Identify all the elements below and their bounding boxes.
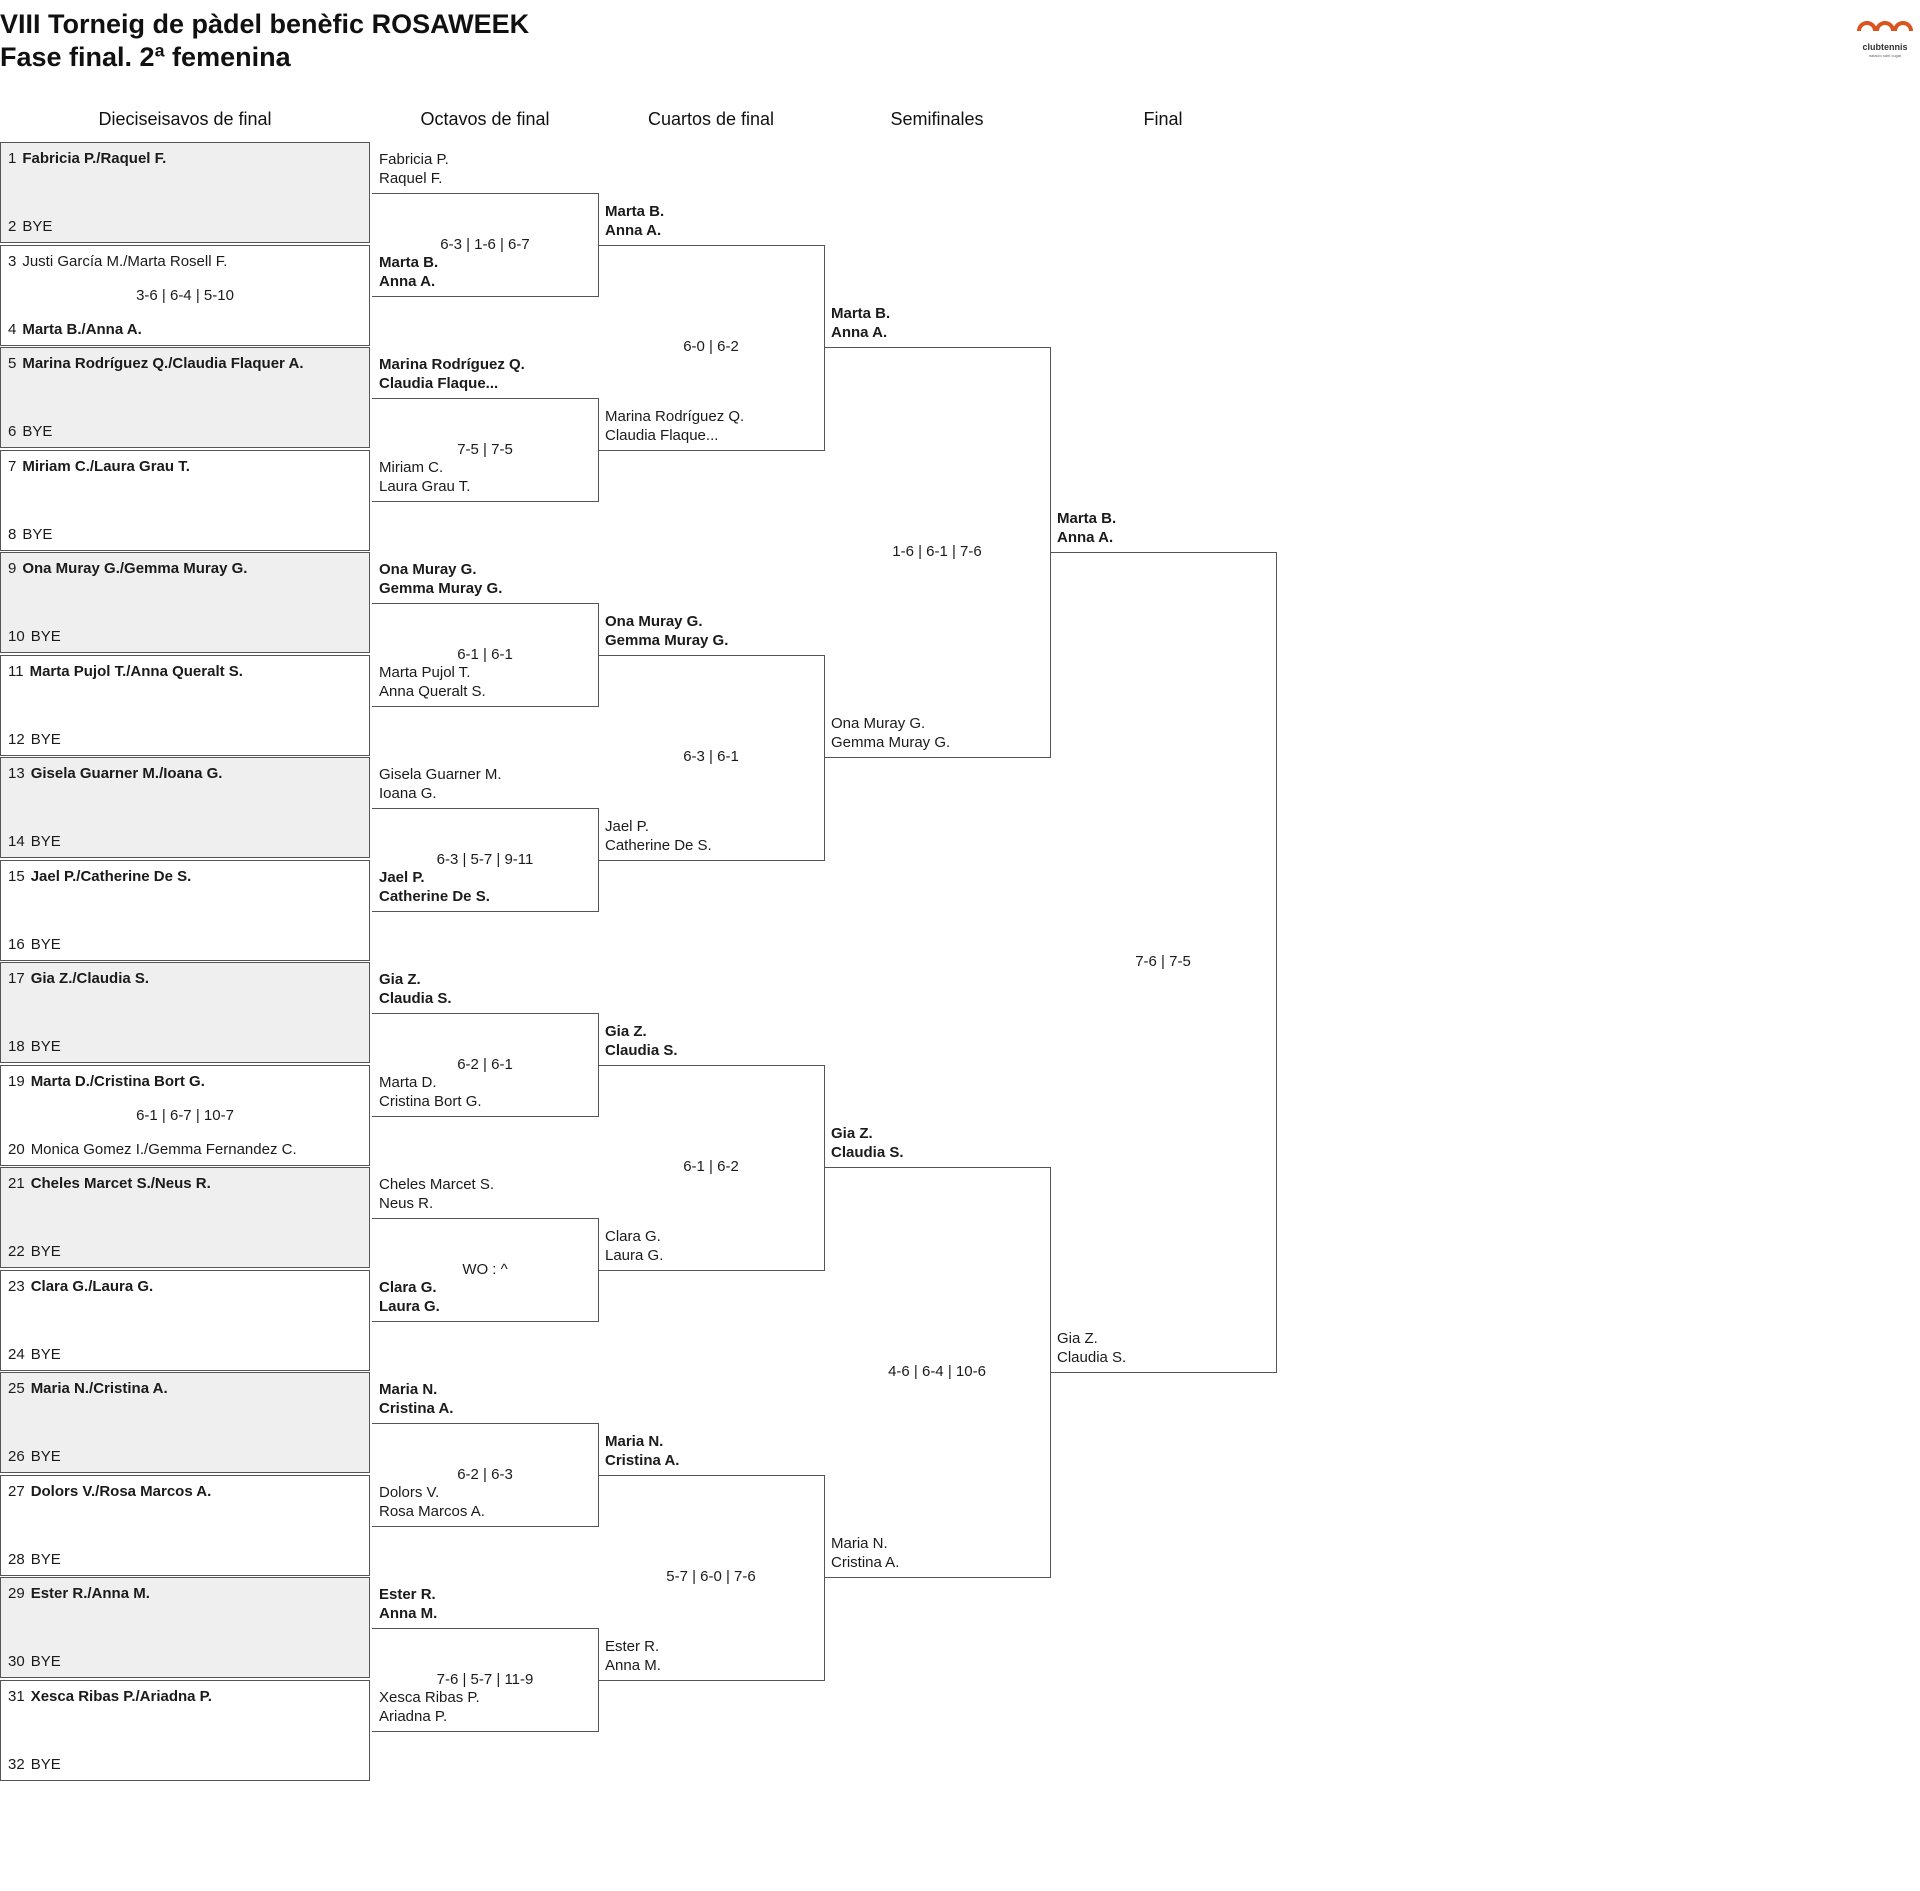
player-name: Ioana G.	[379, 785, 437, 803]
connector-line	[372, 603, 599, 604]
team-name: Fabricia P./Raquel F.	[22, 150, 167, 167]
player-name: Maria N.	[605, 1432, 664, 1450]
round-header-r32: Dieciseisavos de final	[98, 109, 272, 129]
player-name: Anna A.	[831, 324, 888, 341]
match-score-r16: 6-3 | 1-6 | 6-7	[440, 236, 530, 253]
connector-line	[824, 757, 1051, 758]
connector-line	[824, 1475, 825, 1681]
player-name: Anna A.	[605, 221, 662, 239]
connector-line	[372, 1423, 599, 1424]
connector-line	[372, 706, 599, 707]
player-name: Clara G.	[605, 1227, 661, 1245]
seed-number: 26	[8, 1448, 25, 1465]
seed-number: 8	[8, 525, 17, 543]
match-score-r16: 7-5 | 7-5	[457, 441, 513, 458]
match-score-r16: 6-3 | 5-7 | 9-11	[436, 851, 534, 868]
match-score: 3-6 | 6-4 | 5-10	[136, 286, 234, 304]
team-name: BYE	[30, 1243, 61, 1260]
seed-number: 17	[8, 970, 25, 987]
player-name: Claudia S.	[831, 1144, 904, 1161]
connector-line	[598, 655, 825, 656]
team-name: BYE	[30, 1038, 61, 1055]
player-name: Cristina Bort G.	[379, 1092, 482, 1110]
team-name: Miriam C./Laura Grau T.	[22, 457, 190, 475]
seed-number: 14	[8, 833, 25, 850]
team-name: Cheles Marcet S./Neus R.	[30, 1175, 211, 1192]
team-entry-bottom	[8, 628, 61, 646]
team-name: Jael P./Catherine De S.	[30, 867, 192, 885]
connector-line	[372, 1218, 599, 1219]
match-score-r16: 6-2 | 6-1	[457, 1056, 513, 1073]
team-entry-top	[8, 355, 304, 373]
player-name: Marta B.	[605, 202, 665, 220]
match-score-qf: 6-0 | 6-2	[683, 338, 739, 355]
player-name: Ester R.	[605, 1637, 660, 1655]
club-logo	[1855, 20, 1915, 60]
connector-line	[372, 1526, 599, 1527]
seed-number: 25	[8, 1380, 25, 1397]
connector-line	[372, 398, 599, 399]
team-entry-top	[8, 765, 222, 783]
team-entry-top	[8, 663, 243, 681]
team-entry-bottom	[8, 1243, 61, 1261]
connector-line	[1276, 552, 1277, 1373]
player-name: Marta B.	[1057, 510, 1117, 527]
team-name: BYE	[30, 628, 61, 645]
match-score-qf: 6-3 | 6-1	[683, 748, 739, 765]
connector-line	[372, 296, 599, 297]
seed-number: 7	[8, 457, 17, 475]
player-name: Catherine De S.	[605, 836, 712, 854]
connector-line	[372, 1628, 599, 1629]
match-score-final: 7-6 | 7-5	[1135, 953, 1191, 970]
team-name: Gia Z./Claudia S.	[30, 970, 150, 987]
connector-line	[598, 1065, 825, 1066]
player-name: Gia Z.	[605, 1022, 647, 1040]
player-name: Ona Muray G.	[379, 561, 477, 579]
round-header-final: Final	[1143, 109, 1183, 129]
team-entry-top	[8, 458, 190, 476]
match-score-qf: 5-7 | 6-0 | 7-6	[666, 1568, 756, 1585]
player-name: Marina Rodríguez Q.	[379, 356, 525, 374]
connector-line	[372, 1116, 599, 1117]
team-entry-bottom	[8, 1448, 61, 1466]
seed-number: 32	[8, 1755, 25, 1773]
player-name: Marina Rodríguez Q.	[605, 407, 745, 425]
team-entry-top	[8, 1278, 153, 1296]
player-name: Marta B.	[831, 305, 891, 322]
player-name: Marta B.	[379, 253, 439, 271]
team-name: Ona Muray G./Gemma Muray G.	[22, 560, 248, 577]
team-name: Clara G./Laura G.	[30, 1277, 154, 1295]
club-tennis-logo-icon	[1855, 20, 1915, 42]
seed-number: 24	[8, 1345, 25, 1363]
player-name: Gia Z.	[831, 1125, 873, 1142]
team-entry-bottom	[8, 1551, 61, 1569]
seed-number: 10	[8, 628, 25, 645]
player-name: Marta D.	[379, 1073, 437, 1091]
connector-line	[372, 1013, 599, 1014]
connector-line	[598, 860, 825, 861]
team-name: Marta D./Cristina Bort G.	[30, 1072, 205, 1090]
seed-number: 20	[8, 1140, 25, 1158]
match-score-qf: 6-1 | 6-2	[683, 1158, 739, 1175]
team-name: BYE	[22, 218, 53, 235]
team-name: Marta Pujol T./Anna Queralt S.	[29, 662, 243, 680]
team-entry-top	[8, 1688, 212, 1706]
tournament-title: VIII Torneig de pàdel benèfic ROSAWEEK	[0, 9, 530, 39]
player-name: Laura G.	[605, 1246, 664, 1264]
team-name: BYE	[30, 1550, 61, 1568]
team-name: BYE	[30, 1345, 61, 1363]
connector-line	[598, 1680, 825, 1681]
team-name: Marina Rodríguez Q./Claudia Flaquer A.	[22, 355, 304, 372]
connector-line	[598, 450, 825, 451]
seed-number: 4	[8, 320, 17, 338]
connector-line	[1050, 1372, 1277, 1373]
team-entry-bottom	[8, 526, 52, 544]
player-name: Rosa Marcos A.	[379, 1502, 485, 1520]
seed-number: 27	[8, 1482, 25, 1500]
player-name: Dolors V.	[379, 1483, 440, 1501]
team-name: BYE	[30, 1653, 61, 1670]
connector-line	[598, 245, 825, 246]
team-entry-top	[8, 560, 247, 578]
player-name: Gia Z.	[1057, 1330, 1098, 1347]
team-name: BYE	[30, 730, 61, 748]
club-logo-tagline: natació sant cugat	[1868, 53, 1902, 58]
player-name: Maria N.	[831, 1535, 888, 1552]
seed-number: 21	[8, 1175, 25, 1192]
connector-line	[824, 1065, 825, 1271]
player-name: Claudia S.	[605, 1041, 678, 1059]
team-name: Dolors V./Rosa Marcos A.	[30, 1482, 212, 1500]
player-name: Jael P.	[379, 868, 425, 886]
team-name: Gisela Guarner M./Ioana G.	[30, 765, 223, 782]
seed-number: 15	[8, 867, 25, 885]
club-logo-text: clubtennis	[1862, 42, 1908, 52]
player-name: Ester R.	[379, 1586, 436, 1604]
team-entry-bottom	[8, 731, 61, 749]
seed-number: 5	[8, 355, 17, 372]
match-score-sf: 1-6 | 6-1 | 7-6	[892, 543, 982, 560]
team-entry-bottom	[8, 218, 52, 236]
player-name: Gia Z.	[379, 971, 421, 989]
match-score: 6-1 | 6-7 | 10-7	[136, 1106, 234, 1124]
connector-line	[824, 1577, 1051, 1578]
team-name: Monica Gomez I./Gemma Fernandez C.	[30, 1140, 297, 1158]
seed-number: 29	[8, 1585, 25, 1602]
player-name: Claudia S.	[1057, 1349, 1127, 1366]
seed-number: 19	[8, 1072, 25, 1090]
team-entry-bottom	[8, 833, 61, 851]
team-entry-top	[8, 1585, 150, 1603]
team-entry-bottom	[8, 1346, 61, 1364]
team-name: Xesca Ribas P./Ariadna P.	[30, 1687, 212, 1705]
connector-line	[372, 808, 599, 809]
player-name: Gisela Guarner M.	[379, 766, 502, 784]
connector-line	[824, 655, 825, 861]
player-name: Claudia Flaque...	[605, 426, 719, 444]
player-name: Laura G.	[379, 1297, 440, 1315]
player-name: Anna A.	[379, 272, 436, 290]
team-entry-bottom	[8, 936, 61, 954]
team-name: Maria N./Cristina A.	[30, 1380, 168, 1397]
team-name: BYE	[30, 1755, 61, 1773]
team-entry-bottom	[8, 423, 52, 441]
connector-line	[598, 1475, 825, 1476]
seed-number: 28	[8, 1550, 25, 1568]
player-name: Claudia Flaque...	[379, 375, 499, 393]
player-name: Catherine De S.	[379, 887, 490, 905]
match-score-r16: WO : ^	[462, 1261, 508, 1278]
seed-number: 3	[8, 252, 17, 270]
connector-line	[1050, 552, 1277, 553]
team-name: BYE	[22, 525, 53, 543]
match-score-r16: 7-6 | 5-7 | 11-9	[436, 1671, 534, 1688]
player-name: Jael P.	[605, 817, 649, 835]
connector-line	[372, 1731, 599, 1732]
player-name: Ona Muray G.	[605, 612, 703, 630]
player-name: Cristina A.	[379, 1400, 454, 1418]
player-name: Cheles Marcet S.	[379, 1176, 495, 1194]
seed-number: 2	[8, 218, 17, 235]
team-entry-bottom	[8, 1756, 61, 1774]
connector-line	[372, 193, 599, 194]
team-entry-top	[8, 1175, 211, 1193]
connector-line	[824, 245, 825, 451]
connector-line	[372, 1321, 599, 1322]
seed-number: 9	[8, 560, 17, 577]
seed-number: 6	[8, 423, 17, 440]
round-header-sf: Semifinales	[890, 109, 984, 129]
team-name: Marta B./Anna A.	[22, 320, 142, 338]
team-entry-top	[8, 1073, 205, 1091]
team-name: BYE	[22, 423, 53, 440]
team-entry-bottom	[8, 1141, 297, 1159]
seed-number: 30	[8, 1653, 25, 1670]
seed-number: 12	[8, 730, 25, 748]
team-name: Justi García M./Marta Rosell F.	[22, 252, 228, 270]
tournament-subtitle: Fase final. 2ª femenina	[0, 42, 291, 72]
match-score-r16: 6-1 | 6-1	[457, 646, 513, 663]
round-header-r16: Octavos de final	[420, 109, 550, 129]
team-entry-top	[8, 1483, 211, 1501]
player-name: Ariadna P.	[379, 1707, 448, 1725]
round-header-qf: Cuartos de final	[647, 109, 775, 129]
team-name: Ester R./Anna M.	[30, 1585, 150, 1602]
seed-number: 22	[8, 1243, 25, 1260]
player-name: Cristina A.	[605, 1451, 680, 1469]
match-score-r16: 6-2 | 6-3	[457, 1466, 513, 1483]
match-score-sf: 4-6 | 6-4 | 10-6	[888, 1363, 986, 1380]
team-entry-bottom	[8, 1038, 61, 1056]
connector-line	[824, 347, 1051, 348]
seed-number: 31	[8, 1687, 25, 1705]
player-name: Anna M.	[605, 1656, 661, 1674]
player-name: Raquel F.	[379, 170, 443, 188]
player-name: Fabricia P.	[379, 151, 449, 169]
player-name: Gemma Muray G.	[605, 631, 729, 649]
team-name: BYE	[30, 833, 61, 850]
connector-line	[598, 1270, 825, 1271]
seed-number: 16	[8, 935, 25, 953]
player-name: Ona Muray G.	[831, 715, 926, 732]
player-name: Gemma Muray G.	[831, 734, 951, 751]
player-name: Xesca Ribas P.	[379, 1688, 480, 1706]
team-name: BYE	[30, 935, 61, 953]
seed-number: 11	[8, 662, 24, 680]
player-name: Miriam C.	[379, 458, 444, 476]
team-entry-bottom	[8, 1653, 61, 1671]
seed-number: 23	[8, 1277, 25, 1295]
player-name: Gemma Muray G.	[379, 580, 503, 598]
team-entry-bottom	[8, 321, 142, 339]
player-name: Anna M.	[379, 1605, 438, 1623]
player-name: Laura Grau T.	[379, 477, 471, 495]
player-name: Maria N.	[379, 1381, 438, 1399]
team-entry-top	[8, 868, 191, 886]
connector-line	[824, 1167, 1051, 1168]
team-name: BYE	[30, 1448, 61, 1465]
connector-line	[372, 911, 599, 912]
team-entry-top	[8, 1380, 168, 1398]
seed-number: 18	[8, 1038, 25, 1055]
player-name: Anna A.	[1057, 529, 1114, 546]
player-name: Claudia S.	[379, 990, 452, 1008]
seed-number: 13	[8, 765, 25, 782]
seed-number: 1	[8, 150, 17, 167]
player-name: Cristina A.	[831, 1554, 900, 1571]
player-name: Clara G.	[379, 1278, 437, 1296]
team-entry-top	[8, 253, 227, 271]
player-name: Anna Queralt S.	[379, 682, 486, 700]
player-name: Neus R.	[379, 1195, 434, 1213]
team-entry-top	[8, 970, 149, 988]
player-name: Marta Pujol T.	[379, 663, 471, 681]
team-entry-top	[8, 150, 166, 168]
connector-line	[372, 501, 599, 502]
